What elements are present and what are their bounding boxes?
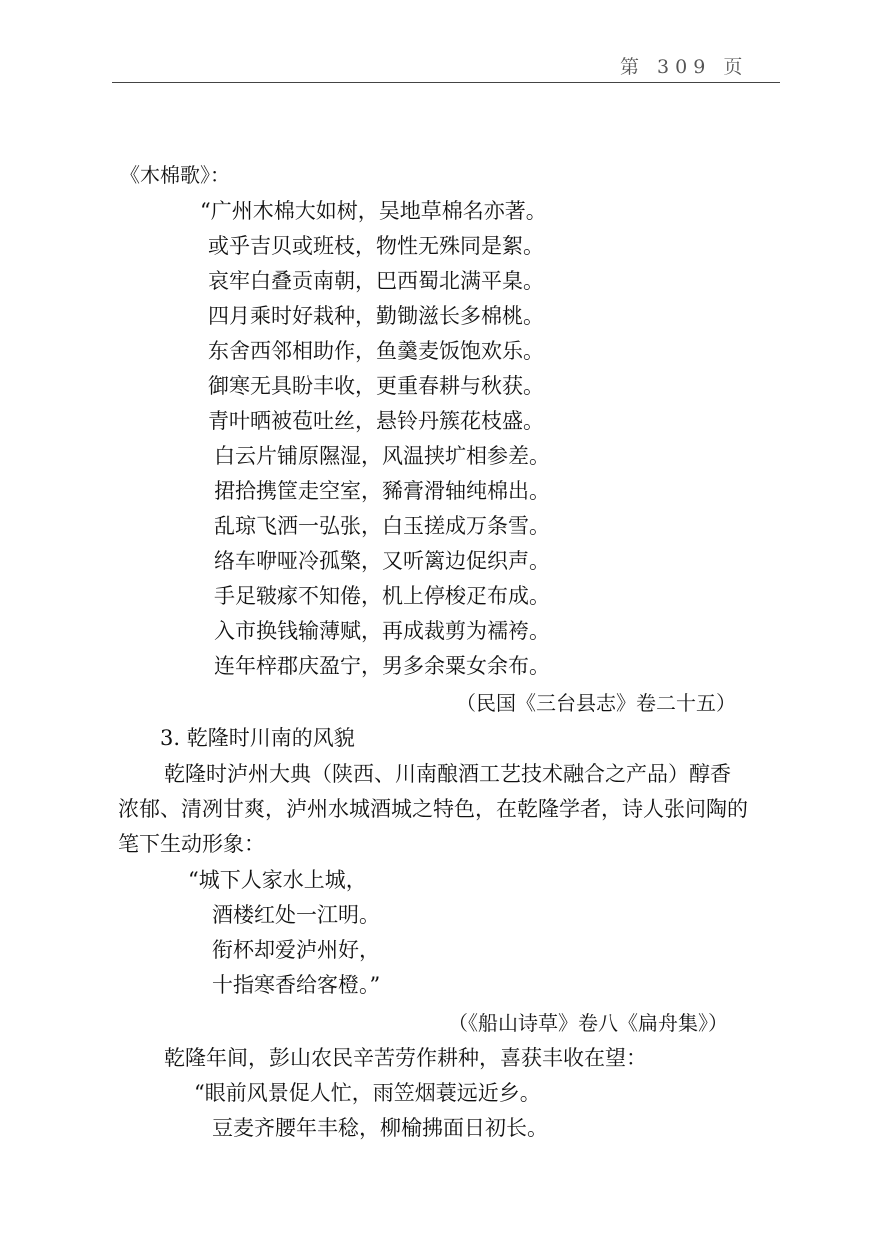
poem-line: 捃拾携筐走空室，豨膏滑轴纯棉出。 — [214, 479, 550, 503]
poem-line: 衔杯却爱泸州好， — [212, 938, 380, 962]
poem-line: 豆麦齐腰年丰稔，柳榆拂面日初长。 — [212, 1116, 548, 1140]
header-rule — [112, 82, 780, 83]
section-heading: 3. 乾隆时川南的风貌 — [160, 726, 355, 750]
poem-line: 东舍西邻相助作，鱼羹麦饭饱欢乐。 — [208, 339, 544, 363]
paragraph-line: 浓郁、清冽甘爽，泸州水城酒城之特色，在乾隆学者，诗人张问陶的 — [118, 797, 748, 821]
poem-line: 青叶晒被苞吐丝，悬铃丹簇花枝盛。 — [208, 409, 544, 433]
poem-line: 御寒无具盼丰收，更重春耕与秋获。 — [208, 374, 544, 398]
poem-line: 乱琼飞洒一弘张，白玉搓成万条雪。 — [214, 514, 550, 538]
poem-line: “城下人家水上城， — [188, 868, 367, 892]
poem-line: 入市换钱输薄赋，再成裁剪为襦袴。 — [214, 619, 550, 643]
paragraph-line: 乾隆年间，彭山农民辛苦劳作耕种，喜获丰收在望： — [164, 1046, 647, 1070]
poem-line: 酒楼红处一江明。 — [212, 903, 380, 927]
page-number: 第 309 页 — [620, 56, 749, 78]
poem-title: 《木棉歌》： — [120, 163, 230, 187]
poem-line: 连年梓郡庆盈宁，男多余粟女余布。 — [214, 654, 550, 678]
citation: （民国《三台县志》卷二十五） — [456, 691, 736, 715]
poem-line: “广州木棉大如树，吴地草棉名亦著。 — [200, 199, 547, 223]
paragraph-line: 乾隆时泸州大典（陕西、川南酿酒工艺技术融合之产品）醇香 — [164, 762, 731, 786]
poem-line: 四月乘时好栽种，勤锄滋长多棉桃。 — [208, 304, 544, 328]
poem-line: 十指寒香给客橙。” — [212, 973, 381, 997]
paragraph-line: 笔下生动形象： — [118, 832, 265, 856]
poem-line: 哀牢白叠贡南朝，巴西蜀北满平臬。 — [208, 269, 544, 293]
citation: （《船山诗草》卷八《扁舟集》） — [448, 1011, 728, 1035]
poem-line: 或乎吉贝或班枝，物性无殊同是絮。 — [208, 234, 544, 258]
poem-line: 络车咿哑冷孤檠，又听篱边促织声。 — [214, 549, 550, 573]
poem-line: 白云片铺原隰湿，风温挟圹相参差。 — [214, 444, 550, 468]
poem-line: “眼前风景促人忙，雨笠烟蓑远近乡。 — [194, 1081, 541, 1105]
poem-line: 手足皲瘃不知倦，机上停梭疋布成。 — [214, 584, 550, 608]
